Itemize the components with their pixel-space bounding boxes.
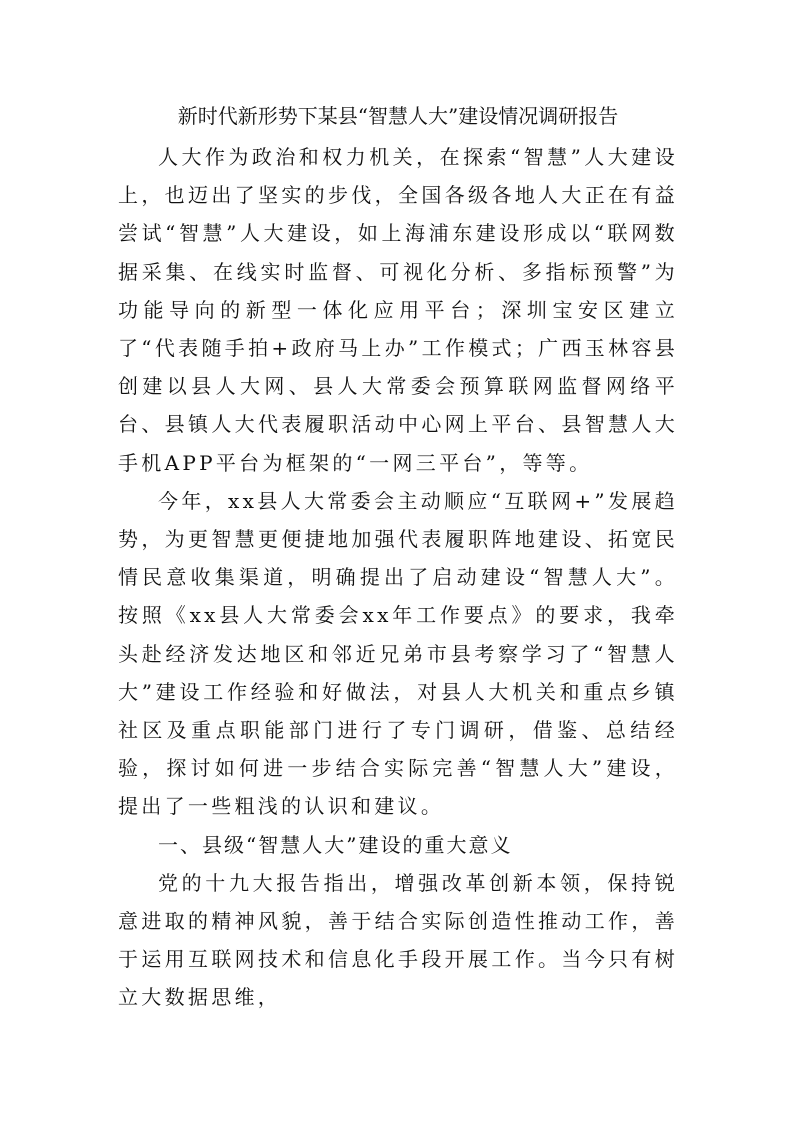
body-paragraph: 人大作为政治和权力机关，在探索“智慧”人大建设上，也迈出了坚实的步伐，全国各级各地人大正在有益尝试“智慧”人大建设，如上海浦东建设形成以“联网数据采集、在线实时监督、可视化分析、多指标预警”为功能导向的新型一体化应用平台；深圳宝安区建立了“代表随手拍+政府马上办”工作模式；广西玉林容县创建以县人大网、县人大常委会预算联网监督网络平台、县镇人大代表履职活动中心网上平台、县智慧人大手机APP平台为框架的“一网三平台”，等等。 (118, 145, 678, 475)
page-title: 新时代新形势下某县“智慧人大”建设情况调研报告 (177, 104, 619, 128)
body-paragraph: 党的十九大报告指出，增强改革创新本领，保持锐意进取的精神风貌，善于结合实际创造性推动工作，善于运用互联网技术和信息化手段开展工作。当今只有树立大数据思维， (118, 870, 678, 1010)
document-body (118, 138, 678, 1017)
section-heading: 一、县级“智慧人大”建设的重大意义 (158, 832, 513, 857)
body-paragraph: 今年，xx县人大常委会主动顺应“互联网+”发展趋势，为更智慧更便捷地加强代表履职阵地建设、拓宽民情民意收集渠道，明确提出了启动建设“智慧人大”。按照《xx县人大常委会xx年工作要点》的要求，我牵头赴经济发达地区和邻近兄弟市县考察学习了“智慧人大”建设工作经验和好做法，对县人大机关和重点乡镇社区及重点职能部门进行了专门调研，借鉴、总结经验，探讨如何进一步结合实际完善“智慧人大”建设，提出了一些粗浅的认识和建议。 (118, 488, 678, 819)
